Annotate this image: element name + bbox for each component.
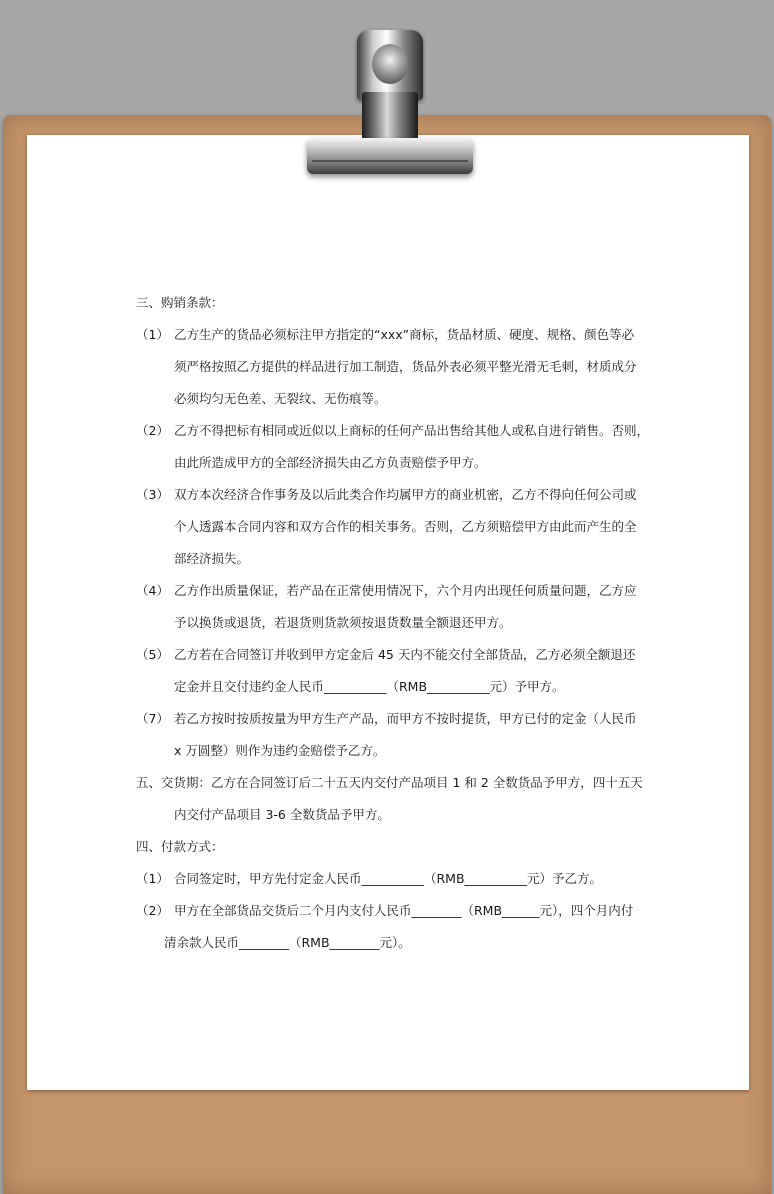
- item-number: （1）: [136, 871, 169, 886]
- contract-text: [136, 287, 650, 959]
- item-number: （2）: [136, 423, 169, 438]
- document-line: [136, 383, 646, 415]
- line-text: 个人透露本合同内容和双方合作的相关事务。否则，乙方须赔偿甲方由此而产生的全: [174, 519, 637, 534]
- line-text: 内交付产品项目 3-6 全数货品予甲方。: [174, 807, 390, 822]
- line-text: 甲方在全部货品交货后二个月内支付人民币________（RMB______元），四个月内付: [174, 903, 634, 918]
- line-text: 乙方不得把标有相同或近似以上商标的任何产品出售给其他人或私自进行销售。否则，: [174, 423, 650, 438]
- document-line: [136, 895, 646, 927]
- line-text: 双方本次经济合作事务及以后此类合作均属甲方的商业机密，乙方不得向任何公司或: [174, 487, 637, 502]
- line-text: 定金并且交付违约金人民币__________（RMB__________元）予甲方。: [174, 679, 565, 694]
- document-line: [136, 479, 646, 511]
- line-text: 由此所造成甲方的全部经济损失由乙方负责赔偿予甲方。: [174, 455, 487, 470]
- line-text: x 万圆整）则作为违约金赔偿予乙方。: [174, 743, 386, 758]
- item-number: （3）: [136, 487, 169, 502]
- document-line: [136, 351, 646, 383]
- item-number: （1）: [136, 327, 169, 342]
- document-line: [136, 831, 646, 863]
- line-text: 予以换货或退货，若退货则货款须按退货数量全额退还甲方。: [174, 615, 512, 630]
- document-line: [136, 511, 646, 543]
- item-number: （5）: [136, 647, 169, 662]
- document-line: [136, 767, 646, 799]
- line-text: 合同签定时，甲方先付定金人民币__________（RMB__________元）予乙方。: [174, 871, 603, 886]
- line-text: 必须均匀无色差、无裂纹、无伤痕等。: [174, 391, 387, 406]
- document-line: [136, 287, 646, 319]
- line-text: 三、购销条款：: [136, 295, 224, 310]
- line-text: 乙方生产的货品必须标注甲方指定的“xxx”商标，货品材质、硬度、规格、颜色等必: [174, 327, 635, 342]
- item-number: （4）: [136, 583, 169, 598]
- document-line: [136, 735, 646, 767]
- document-line: [136, 927, 646, 959]
- line-text: 乙方作出质量保证，若产品在正常使用情况下，六个月内出现任何质量问题，乙方应: [174, 583, 637, 598]
- line-text: 须严格按照乙方提供的样品进行加工制造，货品外表必须平整光滑无毛刺，材质成分: [174, 359, 637, 374]
- line-text: 四、付款方式：: [136, 839, 224, 854]
- document-line: [136, 639, 646, 671]
- document-line: [136, 575, 646, 607]
- document-line: [136, 319, 646, 351]
- line-text: 乙方若在合同签订并收到甲方定金后 45 天内不能交付全部货品，乙方必须全额退还: [174, 647, 636, 662]
- document-line: [136, 671, 646, 703]
- line-text: 部经济损失。: [174, 551, 250, 566]
- item-number: （7）: [136, 711, 169, 726]
- document-line: [136, 543, 646, 575]
- document-line: [136, 447, 646, 479]
- document-line: [136, 607, 646, 639]
- item-number: （2）: [136, 903, 169, 918]
- line-text: 清余款人民币________（RMB________元）。: [164, 935, 411, 950]
- document-line: [136, 863, 646, 895]
- line-text: 五、交货期：乙方在合同签订后二十五天内交付产品项目 1 和 2 全数货品予甲方，四十五天: [136, 775, 643, 790]
- document-line: [136, 799, 646, 831]
- document-line: [136, 415, 650, 447]
- line-text: 若乙方按时按质按量为甲方生产产品，而甲方不按时提货，甲方已付的定金（人民币: [174, 711, 637, 726]
- document-line: [136, 703, 646, 735]
